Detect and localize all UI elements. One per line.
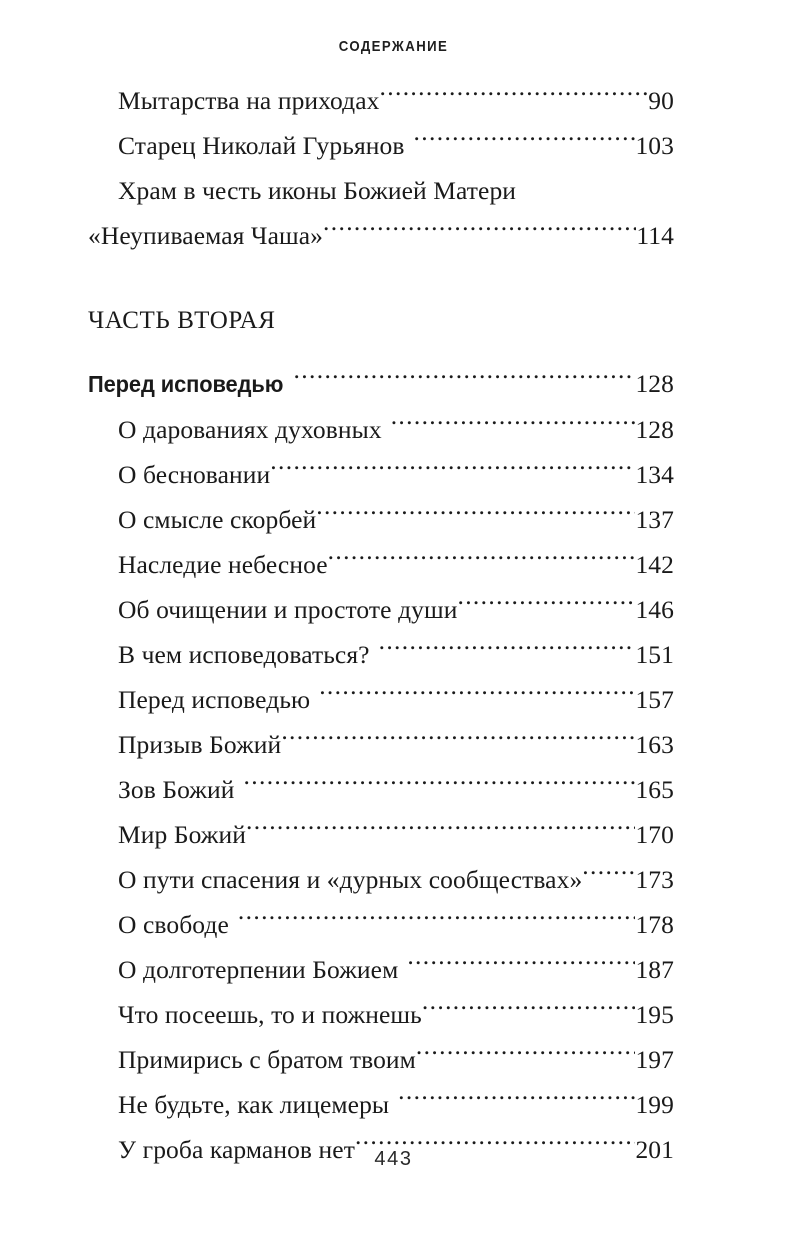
toc-entry[interactable] <box>88 1082 674 1127</box>
toc-entry-title: Перед исповедью <box>118 685 311 714</box>
toc-entry-page: 199 <box>635 1090 674 1119</box>
toc-entry[interactable] <box>88 123 674 168</box>
toc-entry-page: 201 <box>635 1135 674 1164</box>
toc-leader-dots <box>281 728 635 754</box>
toc-entry-page: 195 <box>635 1000 674 1029</box>
toc-leader-dots <box>379 638 636 664</box>
toc-entry[interactable] <box>88 452 674 497</box>
toc-entry[interactable] <box>88 78 674 123</box>
toc-entry-line-first[interactable] <box>88 168 674 213</box>
toc-entry[interactable] <box>88 1037 674 1082</box>
toc-leader-dots <box>238 908 636 934</box>
toc-entry-page: 146 <box>635 595 674 624</box>
toc-leader-dots <box>316 503 635 529</box>
toc-entry-page: 187 <box>635 955 674 984</box>
toc-leader-dots <box>422 998 636 1024</box>
toc-entry-title: О смысле скорбей <box>118 505 317 534</box>
toc-entry-line-second[interactable] <box>88 213 674 258</box>
toc-entry-page: 134 <box>635 460 674 489</box>
toc-entry-list <box>88 407 674 1172</box>
toc-entry-title: Примирись с братом твоим <box>118 1045 416 1074</box>
toc-entry-page: 173 <box>635 865 674 894</box>
toc-leader-dots <box>582 863 635 889</box>
toc-entry-title: В чем исповедоваться? <box>118 640 370 669</box>
toc-entry-title: Об очищении и простоте души <box>118 595 458 624</box>
page-folio: 443 <box>374 1148 413 1170</box>
toc-entry-page: 142 <box>635 550 674 579</box>
toc-entry[interactable] <box>88 767 674 812</box>
toc-leader-dots <box>407 953 635 979</box>
toc-entry-page: 90 <box>648 86 674 115</box>
toc-leader-dots <box>398 1088 635 1114</box>
toc-leader-dots <box>319 683 635 709</box>
toc-entry-title: Мытарства на приходах <box>118 86 380 115</box>
toc-leader-dots <box>414 129 636 155</box>
toc-entry-title: О дарованиях духовных <box>118 415 382 444</box>
toc-entry-page: 157 <box>635 685 674 714</box>
toc-entry-title: Зов Божий <box>118 775 235 804</box>
toc-leader-dots <box>244 773 636 799</box>
heading-spacer <box>88 343 674 361</box>
toc-leader-dots <box>328 548 636 574</box>
toc-entry[interactable] <box>88 902 674 947</box>
toc-entry-title: О долготерпении Божием <box>118 955 399 984</box>
toc-entry[interactable] <box>88 542 674 587</box>
toc-entry[interactable] <box>88 857 674 902</box>
toc-entry[interactable] <box>88 587 674 632</box>
toc-entry-title: О пути спасения и «дурных сообществах» <box>118 865 583 894</box>
toc-leader-dots <box>457 593 635 619</box>
toc-entry-title: О свободе <box>118 910 229 939</box>
toc-entry[interactable] <box>88 407 674 452</box>
toc-entry-title: Мир Божий <box>118 820 247 849</box>
toc-entry-page: 165 <box>635 775 674 804</box>
toc-entry-title-continued: «Неупиваемая Чаша» <box>88 221 324 250</box>
toc-entry-page: 163 <box>635 730 674 759</box>
toc-entry-page: 103 <box>635 131 674 160</box>
toc-leader-dots <box>323 219 636 245</box>
toc-entry-page: 178 <box>635 910 674 939</box>
running-head: СОДЕРЖАНИЕ <box>338 38 449 55</box>
toc-entry-title: Наследие небесное <box>118 550 328 579</box>
toc-section-title: Перед исповедью <box>88 371 284 397</box>
toc-section-entry[interactable] <box>88 361 674 407</box>
toc-entry[interactable] <box>88 632 674 677</box>
toc-entry[interactable] <box>88 812 674 857</box>
toc-entry-page: 137 <box>635 505 674 534</box>
toc-entry[interactable] <box>88 497 674 542</box>
toc-leader-dots <box>270 458 635 484</box>
toc-entry[interactable] <box>88 722 674 767</box>
toc-entry-page: 128 <box>635 415 674 444</box>
toc-entry-title: Призыв Божий <box>118 730 282 759</box>
toc-entry-title: У гроба карманов нет <box>118 1135 355 1164</box>
toc-entry-page: 197 <box>635 1045 674 1074</box>
toc-entry-page: 114 <box>636 221 674 250</box>
toc-section-page: 128 <box>635 369 674 398</box>
toc-entry-page: 170 <box>635 820 674 849</box>
toc-leader-dots <box>246 818 635 844</box>
toc-entry-title: О бесновании <box>118 460 271 489</box>
toc-entry[interactable] <box>88 947 674 992</box>
toc-entry-title: Не будьте, как лицемеры <box>118 1090 390 1119</box>
toc-leader-dots <box>416 1043 636 1069</box>
toc-leader-dots <box>380 84 649 110</box>
toc-entry-page: 151 <box>635 640 674 669</box>
toc-leader-dots <box>294 367 636 393</box>
section-spacer <box>88 258 674 298</box>
toc-entry[interactable] <box>88 992 674 1037</box>
table-of-contents <box>88 78 674 1172</box>
toc-entry-title: Старец Николай Гурьянов <box>118 131 405 160</box>
toc-entry-title: Храм в честь иконы Божией Матери <box>118 176 517 205</box>
toc-leader-dots <box>391 413 636 439</box>
part-heading: ЧАСТЬ ВТОРАЯ <box>88 307 276 334</box>
toc-entry-title: Что посеешь, то и пожнешь <box>118 1000 422 1029</box>
toc-entry[interactable] <box>88 677 674 722</box>
